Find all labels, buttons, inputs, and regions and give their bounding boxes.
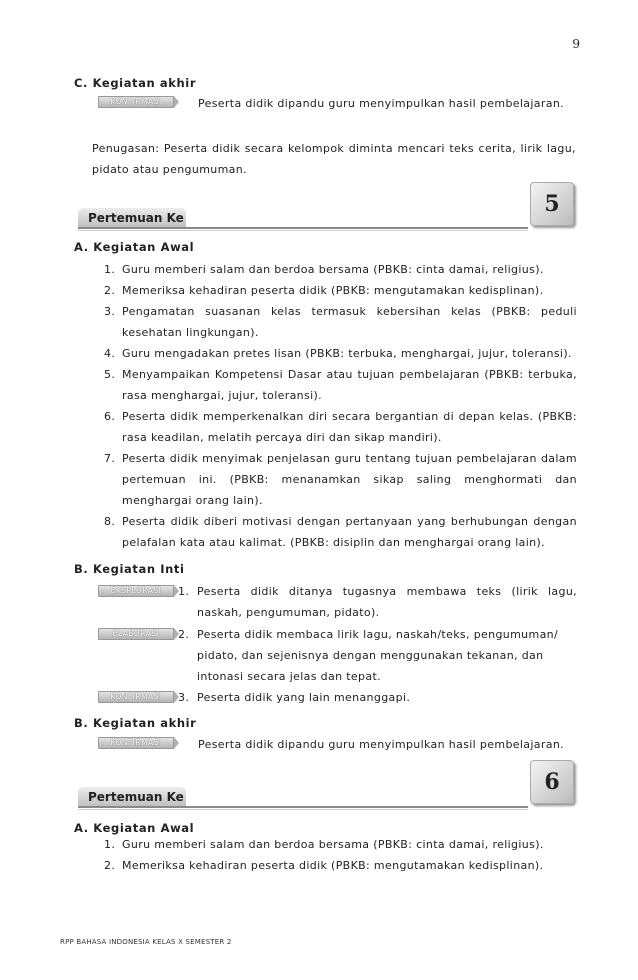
item-number: 2. <box>104 859 116 872</box>
pertemuan-divider-shadow <box>78 809 528 810</box>
item-number: 1. <box>104 838 116 851</box>
item-text-line: Peserta didik menyimak penjelasan guru tentang tujuan pembelajaran dalam <box>122 452 577 465</box>
pertemuan-label: Pertemuan Ke <box>78 208 186 228</box>
penugasan-line-2: pidato atau pengumuman. <box>92 163 247 176</box>
item-text-line: Peserta didik ditanya tugasnya membawa teks (lirik lagu, <box>197 585 577 598</box>
item-number: 3. <box>178 691 190 704</box>
konfirmasi-tag: KONFIRMASI <box>98 737 174 749</box>
section-heading-kegiatan-akhir-2: B. Kegiatan akhir <box>74 716 197 730</box>
item-text-line: rasa keadilan, melatih percaya diri dan sikap mandiri). <box>122 431 442 444</box>
konfirmasi-tag: KONFIRMASI <box>98 691 174 703</box>
pertemuan-divider <box>78 806 528 808</box>
item-number: 4. <box>104 347 116 360</box>
pertemuan-divider <box>78 227 528 229</box>
item-text-line: Peserta didik diberi motivasi dengan pertanyaan yang berhubungan dengan <box>122 515 577 528</box>
item-number: 1. <box>104 263 116 276</box>
item-text-line: Memeriksa kehadiran peserta didik (PBKB: mengutamakan kedisplinan). <box>122 859 544 872</box>
item-text-line: pertemuan ini. (PBKB: menanamkan sikap saling menghormati dan <box>122 473 577 486</box>
konfirmasi-tag: KONFIRMASI <box>98 96 174 108</box>
item-text-line: pidato, dan sejenisnya dengan menggunakan tekanan, dan <box>197 649 544 662</box>
akhir-text: Peserta didik dipandu guru menyimpulkan hasil pembelajaran. <box>198 738 565 751</box>
item-text-line: Peserta didik membaca lirik lagu, naskah/teks, pengumuman/ <box>197 628 559 641</box>
section-heading-kegiatan-awal: A. Kegiatan Awal <box>74 240 195 254</box>
footer-text: RPP BAHASA INDONESIA KELAS X SEMESTER 2 <box>60 938 232 946</box>
elaborasi-tag: ELABORASI <box>98 628 174 640</box>
item-text-line: Guru mengadakan pretes lisan (PBKB: terbuka, menghargai, jujur, toleransi). <box>122 347 572 360</box>
item-text-line: Guru memberi salam dan berdoa bersama (PBKB: cinta damai, religius). <box>122 263 544 276</box>
pertemuan-label: Pertemuan Ke <box>78 787 186 807</box>
item-text-line: Guru memberi salam dan berdoa bersama (PBKB: cinta damai, religius). <box>122 838 544 851</box>
item-text-line: Peserta didik memperkenalkan diri secara bergantian di depan kelas. (PBKB: <box>122 410 577 423</box>
item-number: 3. <box>104 305 116 318</box>
section-heading-kegiatan-awal: A. Kegiatan Awal <box>74 821 195 835</box>
item-text-line: rasa menghargai, jujur, toleransi). <box>122 389 322 402</box>
item-text-line: Memeriksa kehadiran peserta didik (PBKB: mengutamakan kedisplinan). <box>122 284 544 297</box>
item-text-line: pelafalan kata atau kalimat. (PBKB: disiplin dan menghargai orang lain). <box>122 536 545 549</box>
item-number: 5. <box>104 368 116 381</box>
item-number: 2. <box>104 284 116 297</box>
item-number: 2. <box>178 628 190 641</box>
item-text-line: kesehatan lingkungan). <box>122 326 259 339</box>
item-text-line: menghargai orang lain). <box>122 494 263 507</box>
item-number: 7. <box>104 452 116 465</box>
section-heading-kegiatan-akhir: C. Kegiatan akhir <box>74 76 197 90</box>
pertemuan-number-badge: 6 <box>530 760 574 804</box>
item-text-line: Peserta didik yang lain menanggapi. <box>197 691 411 704</box>
item-text-line: Pengamatan suasanan kelas termasuk kebersihan kelas (PBKB: peduli <box>122 305 577 318</box>
penugasan-line-1: Penugasan: Peserta didik secara kelompok diminta mencari teks cerita, lirik lagu, <box>92 142 576 155</box>
section-heading-kegiatan-inti: B. Kegiatan Inti <box>74 562 185 576</box>
pertemuan-number-badge: 5 <box>530 182 574 226</box>
pertemuan-divider-shadow <box>78 230 528 231</box>
item-text-line: Menyampaikan Kompetensi Dasar atau tujuan pembelajaran (PBKB: terbuka, <box>122 368 577 381</box>
item-number: 8. <box>104 515 116 528</box>
eksplorasi-tag: EKSPLORASI <box>98 585 174 597</box>
item-number: 1. <box>178 585 190 598</box>
page-number: 9 <box>572 37 580 51</box>
item-text-line: naskah, pengumuman, pidato). <box>197 606 380 619</box>
item-text-line: intonasi secara jelas dan tepat. <box>197 670 381 683</box>
item-number: 6. <box>104 410 116 423</box>
akhir-text: Peserta didik dipandu guru menyimpulkan hasil pembelajaran. <box>198 97 565 110</box>
